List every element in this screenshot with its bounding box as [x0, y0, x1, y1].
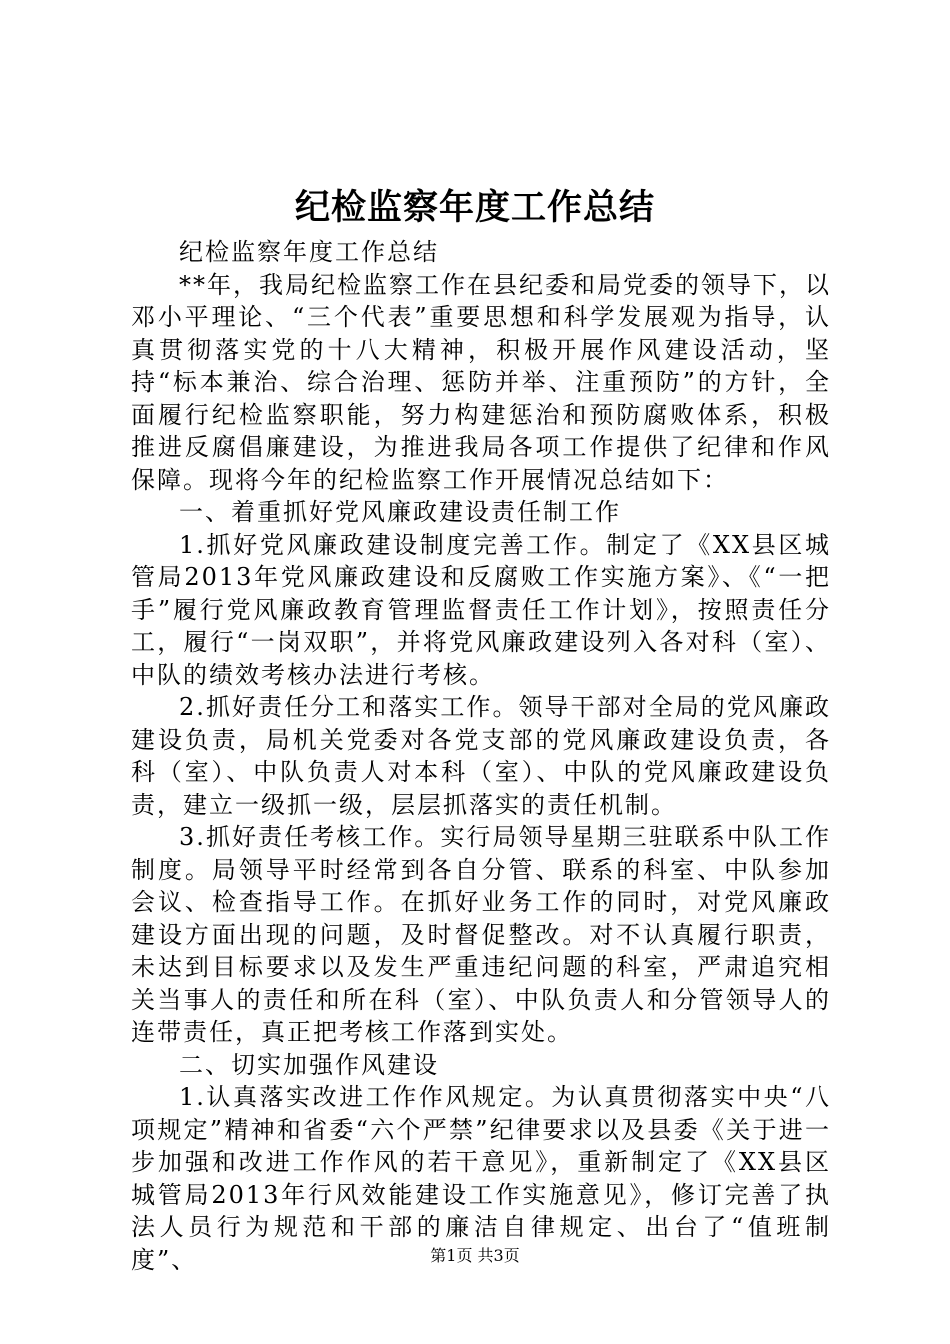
document-body	[131, 236, 831, 1276]
paragraph-2-1: 1.认真落实改进工作作风规定。为认真贯彻落实中央“八项规定”精神和省委“六个严禁”纪律要求以及县委《关于进一步加强和改进工作作风的若干意见》，重新制定了《XX县区城管局2013年行风效能建设工作实施意见》，修订完善了执法人员行为规范和干部的廉洁自律规定、出台了“值班制度”、	[131, 1083, 831, 1274]
section-heading-2: 二、切实加强作风建设	[179, 1050, 439, 1079]
page-footer: 第1页 共3页	[430, 1246, 520, 1265]
paragraph-subtitle: 纪检监察年度工作总结	[179, 238, 439, 266]
document-title: 纪检监察年度工作总结	[294, 187, 655, 228]
paragraph-1-3: 3.抓好责任考核工作。实行局领导星期三驻联系中队工作制度。局领导平时经常到各自分管、联系的科室、中队参加会议、检查指导工作。在抓好业务工作的同时，对党风廉政建设方面出现的问题，及时督促整改。对不认真履行职责，未达到目标要求以及发生严重违纪问题的科室，严肃追究相关当事人的责任和所在科（室）、中队负责人和分管领导人的连带责任，真正把考核工作落到实处。	[131, 823, 831, 1046]
paragraph-1-1: 1.抓好党风廉政建设制度完善工作。制定了《XX县区城管局2013年党风廉政建设和反腐败工作实施方案》、《“一把手”履行党风廉政教育管理监督责任工作计划》，按照责任分工，履行“一岗双职”，并将党风廉政建设列入各对科（室）、中队的绩效考核办法进行考核。	[131, 530, 831, 689]
paragraph-1-2: 2.抓好责任分工和落实工作。领导干部对全局的党风廉政建设负责，局机关党委对各党支部的党风廉政建设负责，各科（室）、中队负责人对本科（室）、中队的党风廉政建设负责，建立一级抓一级，层层抓落实的责任机制。	[131, 693, 831, 819]
paragraph-intro: **年，我局纪检监察工作在县纪委和局党委的领导下，以邓小平理论、“三个代表”重要思想和科学发展观为指导，认真贯彻落实党的十八大精神，积极开展作风建设活动，坚持“标本兼治、综合治理、惩防并举、注重预防”的方针，全面履行纪检监察职能，努力构建惩治和预防腐败体系，积极推进反腐倡廉建设，为推进我局各项工作提供了纪律和作风保障。现将今年的纪检监察工作开展情况总结如下：	[131, 270, 831, 494]
section-heading-1: 一、着重抓好党风廉政建设责任制工作	[179, 498, 621, 526]
